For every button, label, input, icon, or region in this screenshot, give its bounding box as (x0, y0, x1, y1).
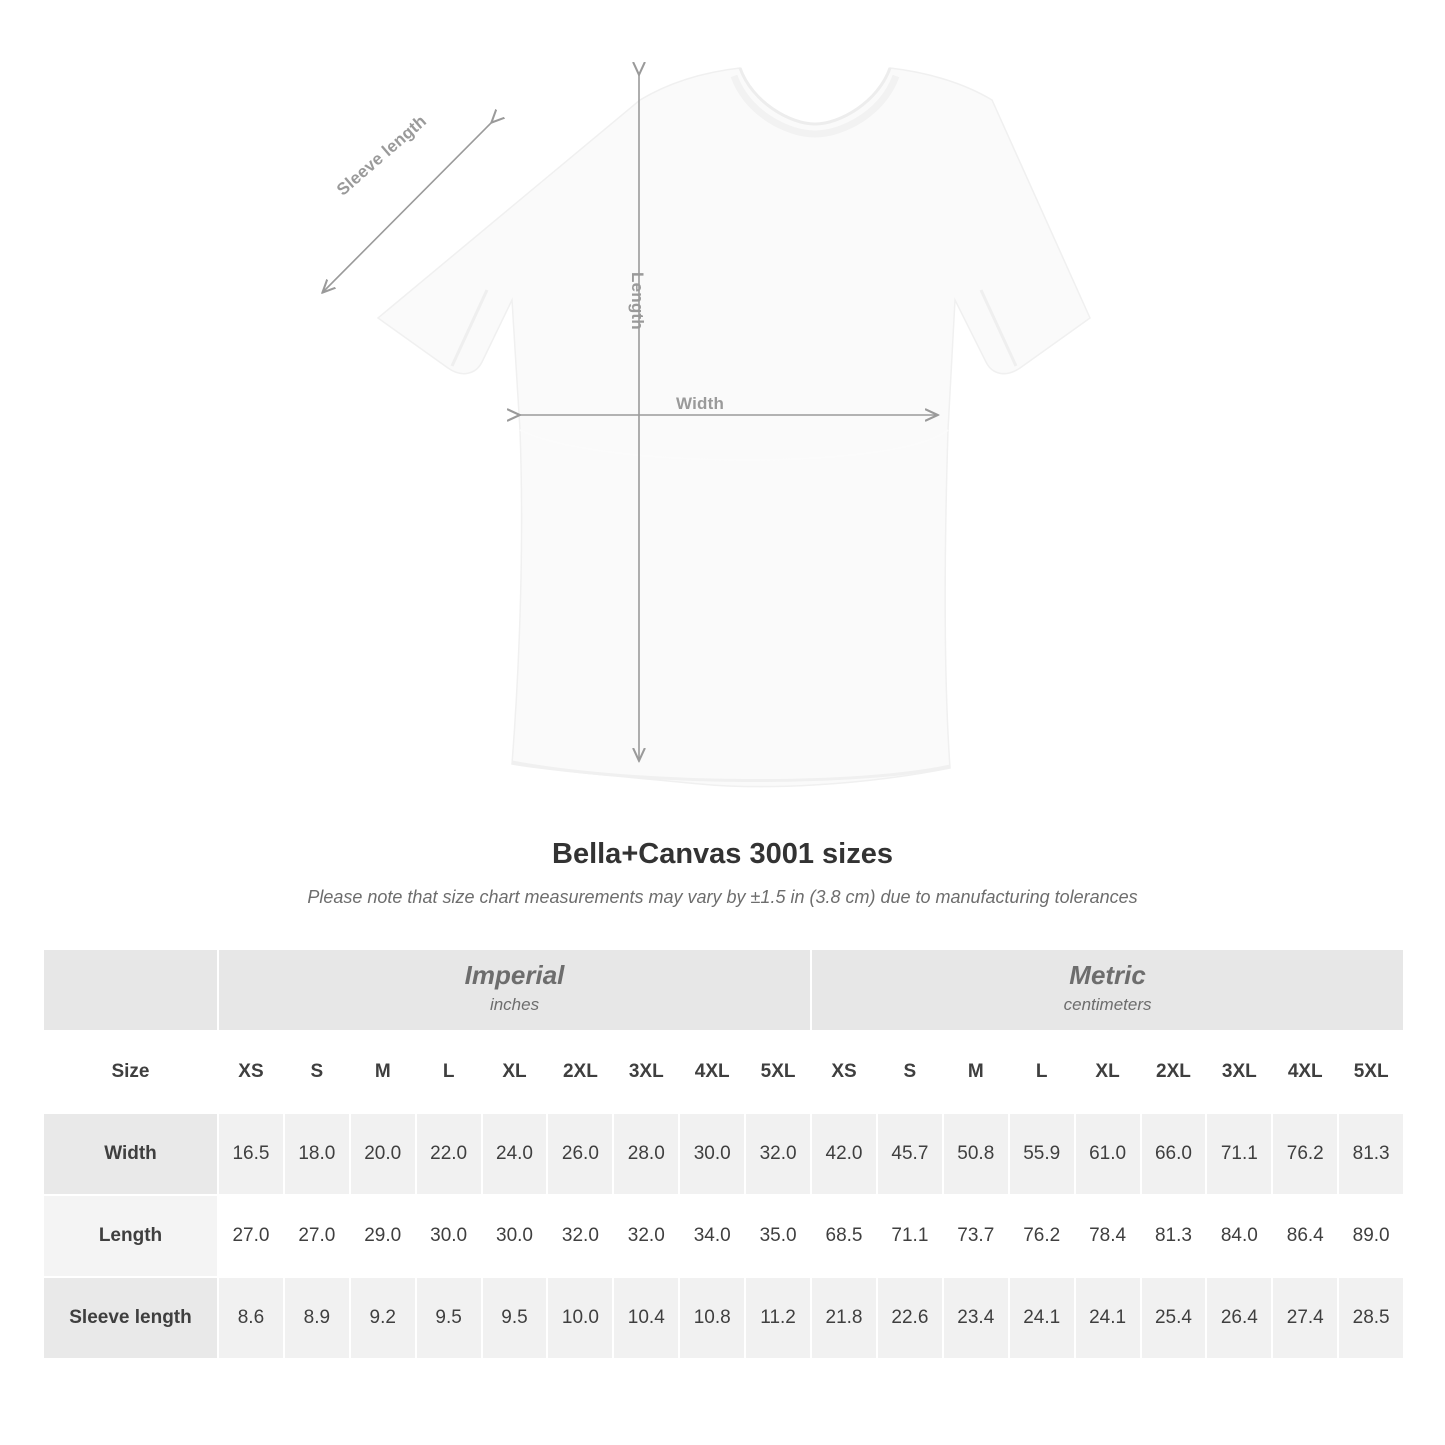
size-column-header: S (284, 1031, 350, 1113)
measurement-cell: 16.5 (218, 1113, 284, 1195)
measurement-cell: 8.9 (284, 1277, 350, 1359)
size-column-header: 3XL (613, 1031, 679, 1113)
unit-group-header (218, 949, 811, 1031)
measurement-cell: 24.1 (1075, 1277, 1141, 1359)
size-column-header: L (1009, 1031, 1075, 1113)
measurement-cell: 10.0 (547, 1277, 613, 1359)
measurement-cell: 11.2 (745, 1277, 811, 1359)
measurement-cell: 81.3 (1141, 1195, 1207, 1277)
unit-group-name: Imperial (464, 960, 565, 991)
measurement-cell: 66.0 (1141, 1113, 1207, 1195)
table-row (43, 1195, 1404, 1277)
size-column-header: S (877, 1031, 943, 1113)
size-table (42, 948, 1405, 1360)
measurement-cell: 24.1 (1009, 1277, 1075, 1359)
measurement-cell: 9.5 (482, 1277, 548, 1359)
size-table-container (42, 948, 1403, 1360)
measurement-cell: 28.5 (1338, 1277, 1404, 1359)
measurement-cell: 81.3 (1338, 1113, 1404, 1195)
measurement-cell: 71.1 (1206, 1113, 1272, 1195)
measurement-cell: 29.0 (350, 1195, 416, 1277)
measurement-cell: 32.0 (547, 1195, 613, 1277)
length-label: Length (628, 272, 647, 330)
size-column-header: XS (218, 1031, 284, 1113)
page-title: Bella+Canvas 3001 sizes (552, 838, 893, 870)
table-unit-header-row (43, 949, 1404, 1031)
measurement-cell: 18.0 (284, 1113, 350, 1195)
measurement-cell: 55.9 (1009, 1113, 1075, 1195)
size-column-header: 5XL (745, 1031, 811, 1113)
size-column-header: 4XL (679, 1031, 745, 1113)
measurement-cell: 42.0 (811, 1113, 877, 1195)
unit-group-sublabel: centimeters (1063, 995, 1152, 1015)
measurement-cell: 50.8 (943, 1113, 1009, 1195)
measurement-cell: 84.0 (1206, 1195, 1272, 1277)
table-row (43, 1113, 1404, 1195)
measurement-cell: 78.4 (1075, 1195, 1141, 1277)
measurement-cell: 20.0 (350, 1113, 416, 1195)
size-row-header: Size (43, 1031, 218, 1113)
measurement-cell: 9.2 (350, 1277, 416, 1359)
size-column-header: 2XL (1141, 1031, 1207, 1113)
table-header-row (43, 1031, 1404, 1113)
size-column-header: XL (482, 1031, 548, 1113)
measurement-cell: 25.4 (1141, 1277, 1207, 1359)
measurement-row-label: Width (43, 1113, 218, 1195)
measurement-cell: 27.0 (218, 1195, 284, 1277)
measurement-cell: 26.0 (547, 1113, 613, 1195)
size-column-header: XS (811, 1031, 877, 1113)
measurement-cell: 30.0 (482, 1195, 548, 1277)
measurement-cell: 71.1 (877, 1195, 943, 1277)
size-column-header: 3XL (1206, 1031, 1272, 1113)
measurement-cell: 32.0 (745, 1113, 811, 1195)
measurement-cell: 23.4 (943, 1277, 1009, 1359)
measurement-cell: 8.6 (218, 1277, 284, 1359)
measurement-cell: 22.0 (416, 1113, 482, 1195)
title-block (0, 838, 1445, 908)
tolerance-note: Please note that size chart measurements may vary by ±1.5 in (3.8 cm) due to manufacturing tolerances (307, 887, 1138, 907)
tshirt-shape (378, 68, 1090, 787)
sleeve-length-label: Sleeve length (333, 111, 431, 200)
unit-group-sublabel: inches (489, 995, 540, 1015)
size-column-header: M (943, 1031, 1009, 1113)
size-column-header: L (416, 1031, 482, 1113)
measurement-row-label: Length (43, 1195, 218, 1277)
measurement-cell: 45.7 (877, 1113, 943, 1195)
measurement-cell: 73.7 (943, 1195, 1009, 1277)
measurement-cell: 24.0 (482, 1113, 548, 1195)
measurement-cell: 34.0 (679, 1195, 745, 1277)
size-column-header: 2XL (547, 1031, 613, 1113)
size-column-header: 4XL (1272, 1031, 1338, 1113)
unit-group-header (811, 949, 1404, 1031)
table-corner-cell (43, 949, 218, 1031)
width-label: Width (676, 394, 725, 413)
size-column-header: XL (1075, 1031, 1141, 1113)
measurement-cell: 30.0 (679, 1113, 745, 1195)
measurement-cell: 27.4 (1272, 1277, 1338, 1359)
measurement-cell: 26.4 (1206, 1277, 1272, 1359)
size-column-header: 5XL (1338, 1031, 1404, 1113)
unit-group-name: Metric (1069, 960, 1146, 991)
measurement-cell: 22.6 (877, 1277, 943, 1359)
measurement-cell: 86.4 (1272, 1195, 1338, 1277)
measurement-cell: 10.4 (613, 1277, 679, 1359)
measurement-cell: 61.0 (1075, 1113, 1141, 1195)
measurement-cell: 76.2 (1272, 1113, 1338, 1195)
measurement-cell: 89.0 (1338, 1195, 1404, 1277)
measurement-cell: 30.0 (416, 1195, 482, 1277)
measurement-cell: 76.2 (1009, 1195, 1075, 1277)
measurement-cell: 35.0 (745, 1195, 811, 1277)
measurement-cell: 68.5 (811, 1195, 877, 1277)
size-column-header: M (350, 1031, 416, 1113)
measurement-cell: 27.0 (284, 1195, 350, 1277)
measurement-cell: 9.5 (416, 1277, 482, 1359)
measurement-cell: 28.0 (613, 1113, 679, 1195)
measurement-cell: 21.8 (811, 1277, 877, 1359)
measurement-row-label: Sleeve length (43, 1277, 218, 1359)
measurement-cell: 32.0 (613, 1195, 679, 1277)
table-row (43, 1277, 1404, 1359)
measurement-cell: 10.8 (679, 1277, 745, 1359)
